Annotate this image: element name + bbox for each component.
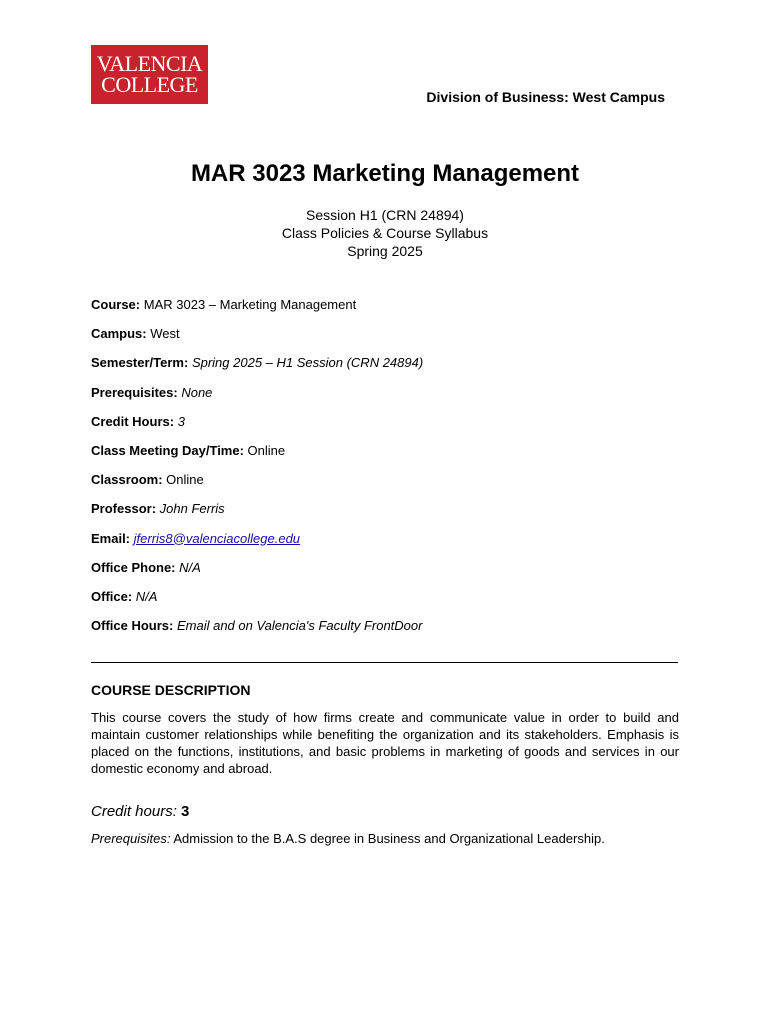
field-prerequisites xyxy=(91,384,681,413)
field-value: Email and on Valencia's Faculty FrontDoor xyxy=(176,618,423,634)
field-label: Course: xyxy=(91,297,141,312)
field-credit-hours xyxy=(91,413,681,442)
course-description-text: This course covers the study of how firms create and communicate value in order to build and maintain customer relationships while benefiting the organization and its stakeholders. Emphasis is placed on the functions, institutions, and basic problems in marketing of goods and services in our domestic economy and abroad. xyxy=(91,710,679,776)
field-professor xyxy=(91,500,681,529)
field-course xyxy=(91,296,681,325)
valencia-college-logo xyxy=(91,45,208,104)
prerequisites-value: Admission to the B.A.S degree in Business and Organizational Leadership. xyxy=(173,831,605,846)
course-info-fields xyxy=(91,296,681,646)
field-label: Semester/Term: xyxy=(91,355,189,371)
field-label: Campus: xyxy=(91,326,147,342)
field-label: Class Meeting Day/Time: xyxy=(91,442,244,458)
term-line: Spring 2025 xyxy=(347,243,423,259)
field-email xyxy=(91,530,681,559)
policies-line: Class Policies & Course Syllabus xyxy=(281,225,489,241)
section-divider xyxy=(91,662,678,663)
field-label: Office Phone: xyxy=(91,559,176,575)
division-header: Division of Business: West Campus xyxy=(426,89,665,105)
field-label: Email: xyxy=(91,530,131,546)
field-label: Office Hours: xyxy=(91,618,174,634)
field-value: West xyxy=(150,326,180,342)
prerequisites-label: Prerequisites: xyxy=(91,831,171,846)
prerequisites-line xyxy=(91,831,605,846)
field-value: N/A xyxy=(135,588,158,604)
field-label: Office: xyxy=(91,588,133,604)
logo-line-1: VALENCIA xyxy=(96,51,203,76)
field-meeting-time xyxy=(91,442,681,471)
field-classroom xyxy=(91,471,681,500)
field-campus xyxy=(91,325,681,354)
field-value: None xyxy=(181,384,213,400)
credit-hours-line xyxy=(91,803,189,820)
field-label: Professor: xyxy=(91,501,157,517)
document-title: MAR 3023 Marketing Management xyxy=(190,160,580,187)
field-semester-term xyxy=(91,354,681,383)
credit-hours-label: Credit hours: xyxy=(91,803,177,820)
course-description-heading: COURSE DESCRIPTION xyxy=(91,682,251,698)
field-office-hours xyxy=(91,617,681,646)
field-value: Spring 2025 – H1 Session (CRN 24894) xyxy=(191,355,424,371)
credit-hours-value: 3 xyxy=(181,803,190,820)
field-label: Credit Hours: xyxy=(91,413,175,429)
field-label: Classroom: xyxy=(91,472,163,488)
field-value: Online xyxy=(247,442,286,458)
field-value: Online xyxy=(166,472,204,488)
field-office-phone xyxy=(91,559,681,588)
email-link[interactable]: jferris8@valenciacollege.edu xyxy=(133,530,301,546)
field-value: John Ferris xyxy=(159,501,225,517)
field-value: N/A xyxy=(179,559,201,575)
session-line: Session H1 (CRN 24894) xyxy=(306,207,464,223)
field-office xyxy=(91,588,681,617)
field-label: Prerequisites: xyxy=(91,384,178,400)
field-value: 3 xyxy=(177,413,185,429)
field-value: MAR 3023 – Marketing Management xyxy=(143,297,357,312)
logo-line-2: COLLEGE xyxy=(101,72,198,97)
